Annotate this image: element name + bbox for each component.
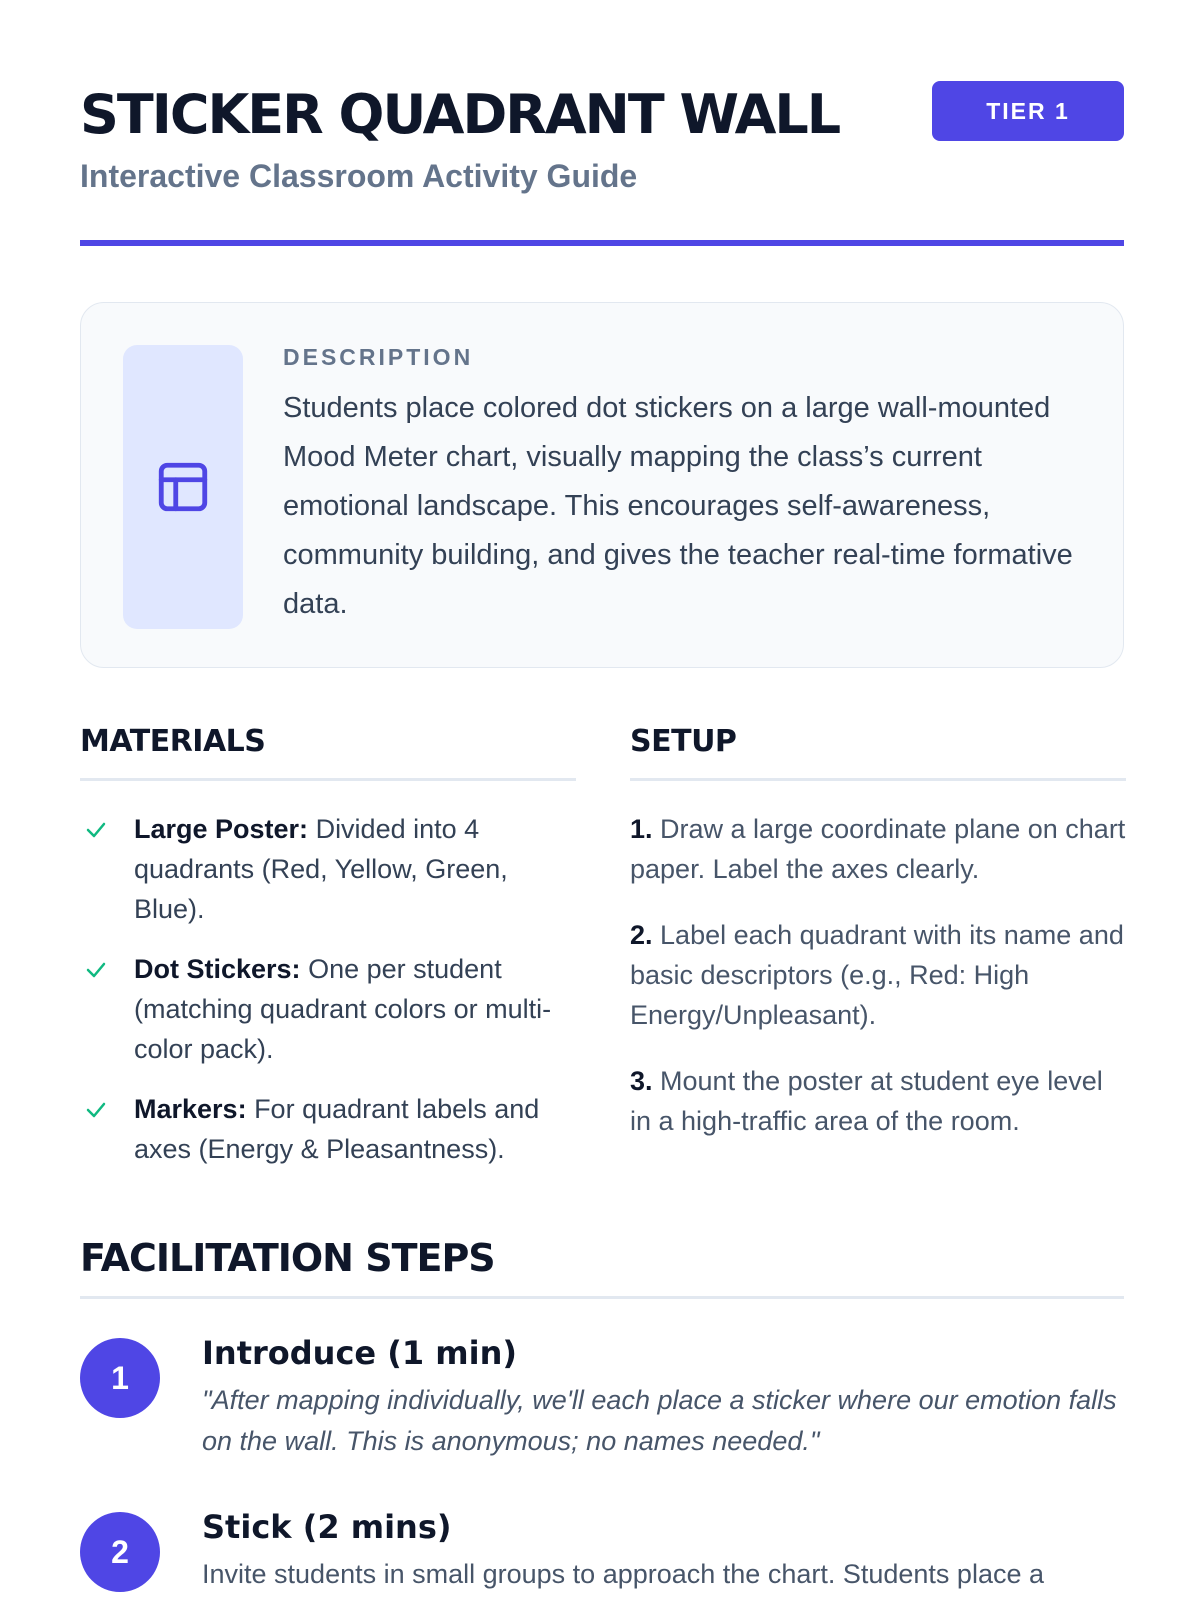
facilitation-heading: FACILITATION STEPS: [80, 1236, 495, 1280]
check-icon: [82, 958, 110, 982]
step-body: Invite students in small groups to approach the chart. Students place a: [202, 1559, 1044, 1589]
description-icon-box: [123, 345, 243, 629]
materials-section: [80, 724, 576, 1189]
header: [80, 0, 1124, 250]
tier-badge: TIER 1 SEL: [932, 81, 1124, 141]
material-term: Large Poster:: [134, 814, 309, 844]
material-term: Markers:: [134, 1094, 247, 1124]
list-item: [80, 949, 576, 1069]
page-subtitle: Interactive Classroom Activity Guide: [80, 158, 638, 194]
list-item: [80, 809, 576, 929]
materials-divider: [80, 778, 576, 781]
step-number-badge: 2: [80, 1512, 160, 1592]
step-title: Introduce (1 min): [202, 1334, 517, 1372]
list-item: [630, 809, 1126, 889]
header-divider: [80, 240, 1124, 246]
list-item: [630, 1061, 1126, 1141]
material-detail: One per student (matching quadrant colors or multi-color pack).: [134, 954, 552, 1064]
setup-divider: [630, 778, 1126, 781]
setup-text: Draw a large coordinate plane on chart paper. Label the axes clearly.: [630, 814, 1126, 884]
material-detail: Divided into 4 quadrants (Red, Yellow, Green, Blue).: [134, 814, 508, 924]
step-body: "After mapping individually, we'll each place a sticker where our emotion falls on the wall. This is anonymous; no names needed.": [202, 1385, 1117, 1456]
setup-list: [630, 809, 1126, 1141]
materials-list: [80, 809, 576, 1169]
description-label: DESCRIPTION: [283, 344, 474, 370]
setup-text: Label each quadrant with its name and basic descriptors (e.g., Red: High Energy/Unpleasant).: [630, 920, 1124, 1030]
activity-guide-page: [80, 0, 1126, 1589]
layout-panel-icon: [154, 458, 212, 516]
facilitation-divider: [80, 1296, 1124, 1299]
setup-number: 1.: [630, 814, 653, 844]
check-icon: [82, 818, 110, 842]
setup-number: 3.: [630, 1066, 653, 1096]
setup-number: 2.: [630, 920, 653, 950]
material-term: Dot Stickers:: [134, 954, 301, 984]
list-item: [80, 1089, 576, 1169]
description-text: Students place colored dot stickers on a large wall-mounted Mood Meter chart, visually mapping the class’s current emotional landscape. This encourages self-awareness, community building, and gives the teacher real-time formative data.: [283, 392, 1073, 620]
list-item: [630, 915, 1126, 1035]
materials-heading: MATERIALS: [80, 724, 266, 759]
setup-heading: SETUP: [630, 724, 737, 759]
setup-section: [630, 724, 1126, 1167]
step-title: Stick (2 mins): [202, 1508, 452, 1546]
page-title: STICKER QUADRANT WALL: [80, 83, 840, 146]
material-detail: For quadrant labels and axes (Energy & Pleasantness).: [134, 1094, 540, 1164]
check-icon: [82, 1098, 110, 1122]
step-number-badge: 1: [80, 1338, 160, 1418]
setup-text: Mount the poster at student eye level in a high-traffic area of the room.: [630, 1066, 1103, 1136]
